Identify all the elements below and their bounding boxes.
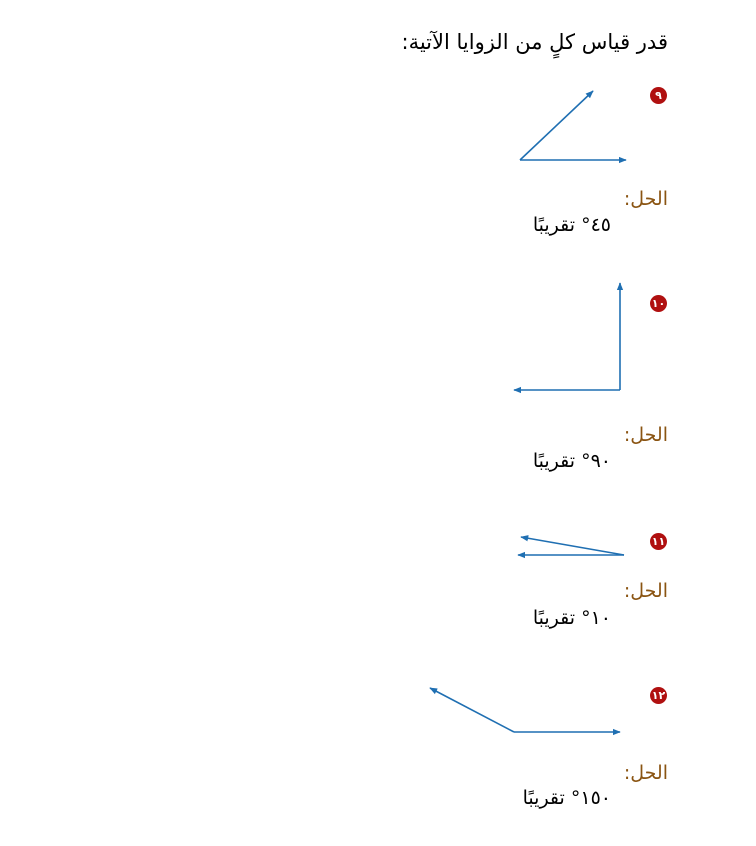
answer-text: ١٥٠° تقريبًا (522, 787, 611, 809)
angle-45-figure (520, 91, 626, 160)
problem-number-badge: ١٢ (651, 689, 666, 702)
angle-10-figure (518, 537, 624, 555)
problem-number-badge: ٩ (650, 87, 667, 104)
solution-label: الحل: (623, 424, 668, 446)
solution-label: الحل: (623, 188, 668, 210)
angle-150-figure (430, 688, 620, 732)
problem-number-badge: ١٠ (651, 297, 666, 310)
problem-number-badge: ١١ (651, 535, 666, 548)
answer-text: ١٠° تقريبًا (532, 607, 611, 629)
answer-text: ٤٥° تقريبًا (532, 214, 611, 236)
answer-text: ٩٠° تقريبًا (532, 450, 611, 472)
solution-label: الحل: (623, 580, 668, 602)
exercise-title: قدر قياس كلٍ من الزوايا الآتية: (401, 30, 668, 54)
solution-label: الحل: (623, 762, 668, 784)
angle-90-figure (514, 283, 620, 390)
